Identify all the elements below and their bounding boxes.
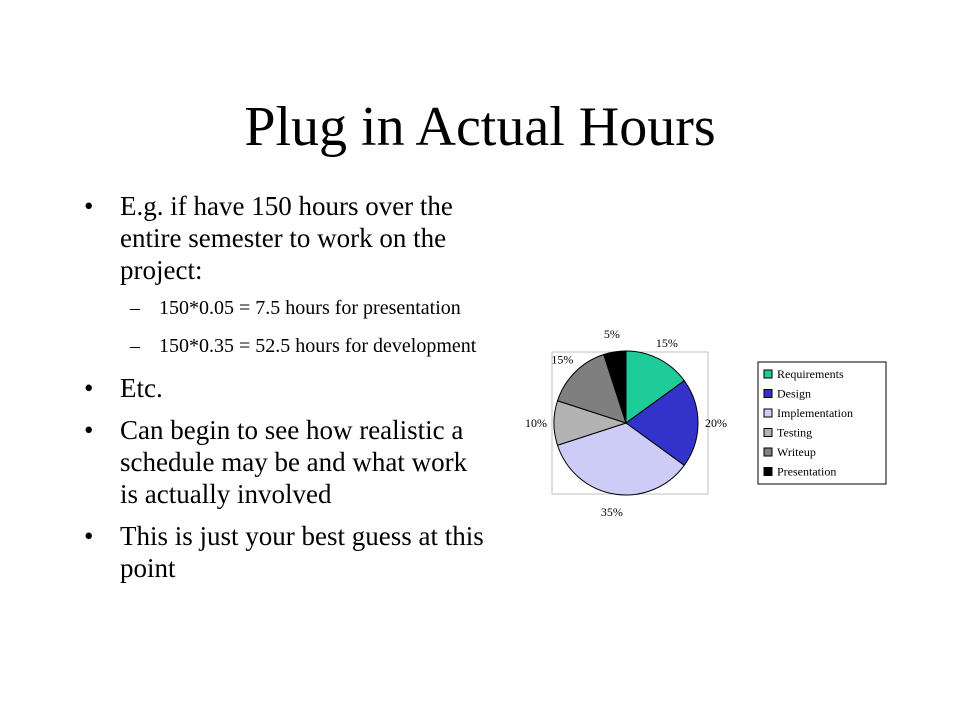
bullet-text: Can begin to see how realistic a schedule may be and what work is actually involved (120, 415, 468, 509)
legend-swatch (764, 409, 772, 417)
sub-bullet-text: 150*0.05 = 7.5 hours for presentation (159, 297, 461, 319)
slide-title: Plug in Actual Hours (244, 96, 716, 158)
bullet-text: Etc. (120, 373, 163, 403)
data-label: 5% (603, 327, 620, 342)
legend-swatch (764, 390, 772, 398)
legend-label: Design (777, 386, 811, 401)
legend-swatch (764, 370, 772, 378)
bullet-dot-icon: • (84, 415, 94, 445)
legend (758, 362, 886, 484)
bullet-dot-icon: • (84, 521, 94, 551)
data-label: 15% (655, 335, 678, 350)
data-label: 35% (600, 504, 623, 519)
legend-label: Implementation (777, 406, 853, 420)
sub-bullet-text: 150*0.35 = 52.5 hours for development (159, 335, 477, 357)
legend-label: Writeup (777, 445, 816, 459)
data-label: 20% (705, 416, 727, 430)
dash-icon: – (130, 335, 140, 357)
bullet-text: E.g. if have 150 hours over the entire semester to work on the project: (120, 191, 453, 285)
pie-slices (554, 351, 698, 495)
legend-label: Presentation (777, 464, 837, 479)
bullet-dot-icon: • (84, 373, 94, 403)
bullet-dot-icon: • (84, 191, 94, 221)
bullet-text: This is just your best guess at this point (120, 521, 484, 583)
legend-swatch (764, 429, 772, 437)
dash-icon: – (130, 297, 140, 319)
data-label: 15% (551, 352, 574, 367)
legend-label: Requirements (777, 367, 844, 381)
data-label: 10% (525, 416, 547, 430)
legend-swatch (764, 448, 772, 456)
legend-swatch (764, 468, 772, 476)
legend-label: Testing (777, 425, 813, 440)
